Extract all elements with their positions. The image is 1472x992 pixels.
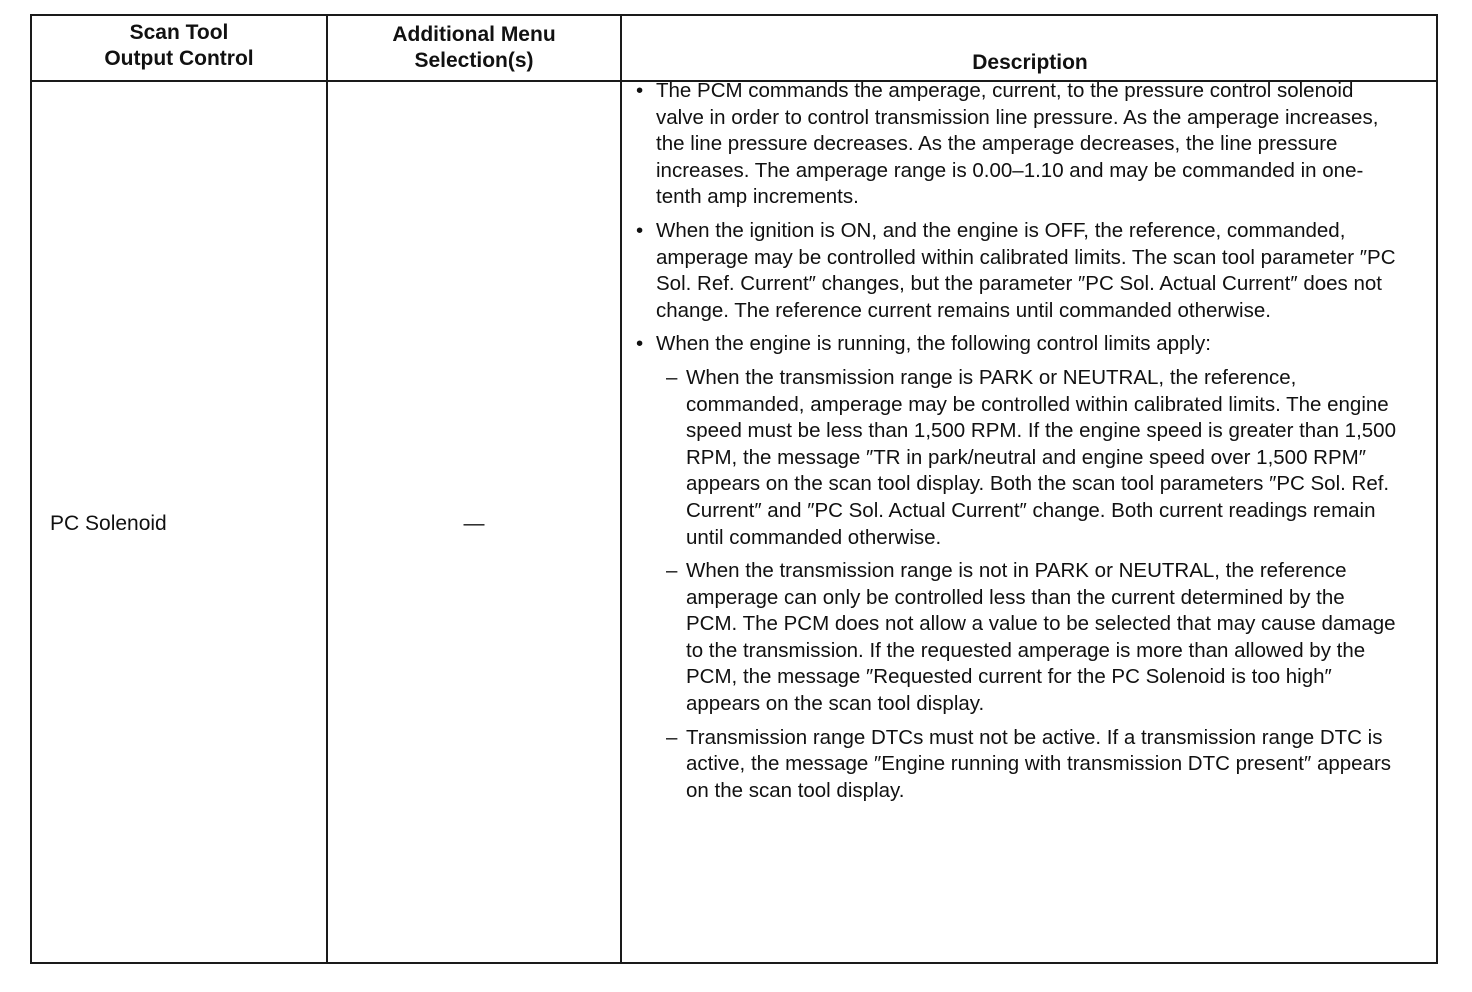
list-item <box>626 331 1396 358</box>
bullet-text: When the engine is running, the following control limits apply: <box>656 332 1211 356</box>
dash-mark: – <box>666 725 678 749</box>
bullet-text: The PCM commands the amperage, current, to the pressure control solenoid valve in order to control transmission line pressure. As the amperage increases, the line pressure decreases. As the amperage decreases, the line pressure increases. The amperage range is 0.00–1.10 and may be commanded in one-tenth amp increments. <box>656 79 1379 209</box>
sub-list-item <box>626 558 1396 718</box>
bullet-mark: • <box>636 79 644 102</box>
bullet-text: When the ignition is ON, and the engine is OFF, the reference, commanded, amperage may be controlled within calibrated limits. The scan tool parameter ″PC Sol. Ref. Current″ changes, but the parameter ″PC Sol. Actual Current″ does not change. The reference current remains until commanded otherwise. <box>656 218 1396 322</box>
menu-selection-value: — <box>463 512 485 535</box>
list-item <box>626 218 1396 324</box>
bullet-mark: • <box>636 332 644 356</box>
sub-bullet-text: When the transmission range is PARK or NEUTRAL, the reference, commanded, amperage may be controlled within calibrated limits. The engine speed must be less than 1,500 RPM. If the engine speed is greater than 1,500 RPM, the message ″TR in park/neutral and engine speed over 1,500 RPM″ appears on the scan tool display. Both the scan tool parameters ″PC Sol. Ref. Current″ and ″PC Sol. Actual Current″ change. Both current readings remain until commanded otherwise. <box>686 365 1396 549</box>
dash-mark: – <box>666 365 678 389</box>
column-divider <box>620 16 622 962</box>
sub-bullet-text: When the transmission range is not in PARK or NEUTRAL, the reference amperage can only be controlled less than the current determined by the PCM. The PCM does not allow a value to be selected that may cause damage to the transmission. If the requested amperage is more than allowed by the PCM, the message ″Requested current for the PC Solenoid is too high″ appears on the scan tool display. <box>686 559 1396 716</box>
bullet-mark: • <box>636 218 644 242</box>
header-additional-menu-selections: Additional Menu Selection(s) <box>392 23 556 72</box>
sub-list-item <box>626 365 1396 551</box>
output-control-name: PC Solenoid <box>50 512 167 535</box>
list-item <box>626 78 1396 211</box>
sub-list-item <box>626 725 1396 805</box>
column-divider <box>326 16 328 962</box>
sub-bullet-text: Transmission range DTCs must not be active. If a transmission range DTC is active, the message ″Engine running with transmission DTC present″ appears on the scan tool display. <box>686 725 1392 802</box>
header-scan-tool-output-control: Scan Tool Output Control <box>104 21 254 70</box>
dash-mark: – <box>666 559 678 583</box>
description-cell <box>626 78 1396 811</box>
header-description: Description <box>972 51 1088 74</box>
